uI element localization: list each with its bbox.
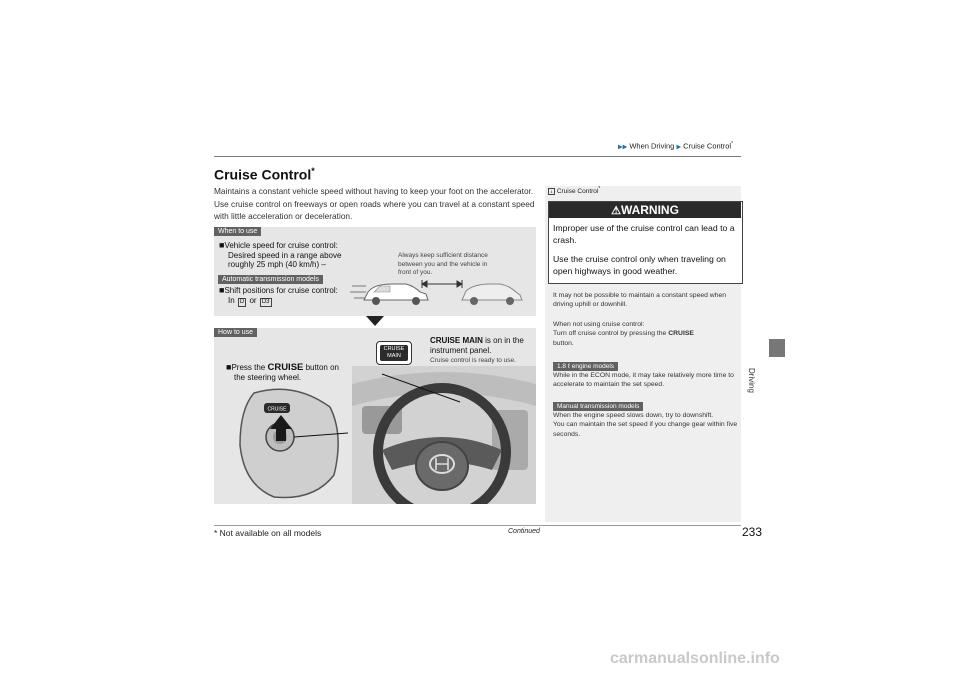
speed-bullet-line-2: Desired speed in a range above: [228, 250, 342, 260]
sidebar-note-4: [553, 411, 739, 439]
chapter-label: Driving: [747, 368, 756, 393]
down-arrow-icon: [366, 316, 384, 326]
breadcrumb-mark: *: [731, 141, 734, 147]
sidebar-note-2b: Turn off cruise control by pressing the: [553, 330, 667, 338]
shift-bullet: [219, 286, 338, 307]
press-line-2: the steering wheel.: [234, 372, 302, 382]
warning-text: [553, 222, 739, 277]
gear-d3-icon: D3: [261, 298, 270, 305]
breadcrumb-section: When Driving: [629, 141, 675, 151]
press-rest-text: button on: [305, 363, 339, 372]
rear-car-icon: [364, 284, 428, 305]
breadcrumb-page: Cruise Control: [683, 141, 732, 151]
shift-or-text: or: [249, 295, 257, 305]
speed-lines-icon: [350, 286, 366, 298]
sidebar-heading-icon: 1: [548, 188, 555, 195]
bullet-square-icon: ■: [219, 285, 225, 295]
cruise-main-line-2: instrument panel.: [430, 345, 492, 355]
speed-bullet-line-1: Vehicle speed for cruise control:: [224, 241, 338, 250]
sidebar-note-2c: button.: [553, 339, 574, 347]
distance-note-line-2: between you and the vehicle in: [398, 260, 488, 268]
gear-d-icon: D: [239, 298, 245, 305]
cruise-main-bold: CRUISE MAIN: [430, 336, 483, 345]
continued-label: Continued: [508, 528, 540, 535]
indicator-line-1: CRUISE: [383, 346, 405, 352]
manual-transmission-tag: Manual transmission models: [553, 402, 643, 411]
shift-in-text: In: [228, 295, 235, 305]
cruise-word: CRUISE: [267, 362, 304, 373]
warning-text-1: Improper use of the cruise control can lead to a crash.: [553, 223, 735, 245]
sidebar-note-2-bold: CRUISE: [668, 330, 694, 338]
warning-title-text: WARNING: [620, 203, 679, 217]
distance-arrow-icon: [422, 280, 462, 288]
warning-text-2: Use the cruise control only when traveling on open highways in good weather.: [553, 254, 726, 276]
speed-bullet: [219, 241, 341, 270]
distance-note: [398, 252, 488, 278]
breadcrumb-arrow-icon: ▶: [676, 144, 682, 151]
page-title: [214, 166, 315, 183]
press-text: Press the: [231, 363, 266, 372]
sidebar-note-3: While in the ECON mode, it may take relatively more time to accelerate to maintain the set speed.: [553, 372, 734, 389]
header-rule: [214, 156, 741, 157]
engine-models-tag: 1.8 ℓ engine models: [553, 362, 618, 371]
shift-bullet-line-1: Shift positions for cruise control:: [224, 286, 338, 295]
chapter-tab: [769, 339, 785, 357]
indicator-line-2: MAIN: [387, 353, 401, 359]
cruise-button-label: CRUISE: [267, 406, 287, 413]
distance-note-line-1: Always keep sufficient distance: [398, 252, 488, 259]
speed-bullet-line-3: roughly 25 mph (40 km/h) –: [228, 260, 326, 269]
front-car-icon: [462, 284, 522, 305]
how-to-use-tag: How to use: [214, 328, 257, 337]
cruise-main-indicator-icon: [376, 341, 412, 365]
footnote: * Not available on all models: [214, 528, 322, 538]
sidebar-note-2a: When not using cruise control:: [553, 321, 645, 328]
sidebar-note-1: It may not be possible to maintain a constant speed when driving uphill or downhill.: [553, 292, 727, 309]
sidebar-heading-mark: *: [598, 186, 601, 192]
sidebar-heading-text: Cruise Control: [556, 188, 599, 196]
page-number: 233: [742, 525, 763, 539]
automatic-transmission-tag: Automatic transmission models: [218, 275, 323, 284]
sidebar-note-5: You can maintain the set speed if you change gear within five seconds.: [553, 421, 738, 438]
following-distance-illustration: [350, 278, 530, 310]
warning-triangle-icon: ⚠: [611, 205, 621, 217]
watermark: carmanualsonline.info: [610, 650, 780, 667]
press-cruise-bullet: [226, 363, 339, 382]
intro-paragraph: Maintains a constant vehicle speed without having to keep your foot on the accelerator. Use cruise control on freeways or open roads where you can travel at a constant speed with little acceleration or deceleration.: [214, 186, 535, 221]
footer-rule: [214, 525, 741, 526]
warning-title: [549, 202, 741, 218]
breadcrumb: [618, 141, 733, 151]
distance-note-line-3: front of you.: [398, 269, 433, 276]
cruise-main-note: [430, 336, 524, 366]
sidebar-note-4a: When the engine speed slows down, try to downshift.: [553, 412, 714, 419]
sidebar-heading: [548, 186, 600, 195]
page-title-text: Cruise Control: [214, 166, 312, 183]
page-title-mark: *: [311, 166, 315, 176]
sidebar-note-2: [553, 320, 739, 348]
steering-wheel-illustration: [352, 366, 536, 504]
when-to-use-tag: When to use: [214, 227, 261, 236]
cruise-ready-text: Cruise control is ready to use.: [430, 357, 516, 364]
cruise-main-rest: is on in the: [485, 336, 524, 345]
bullet-square-icon: ■: [219, 240, 225, 250]
breadcrumb-arrow-icon: ▶▶: [618, 144, 628, 151]
cruise-button-closeup: [234, 385, 348, 503]
bullet-square-icon: ■: [226, 362, 232, 372]
